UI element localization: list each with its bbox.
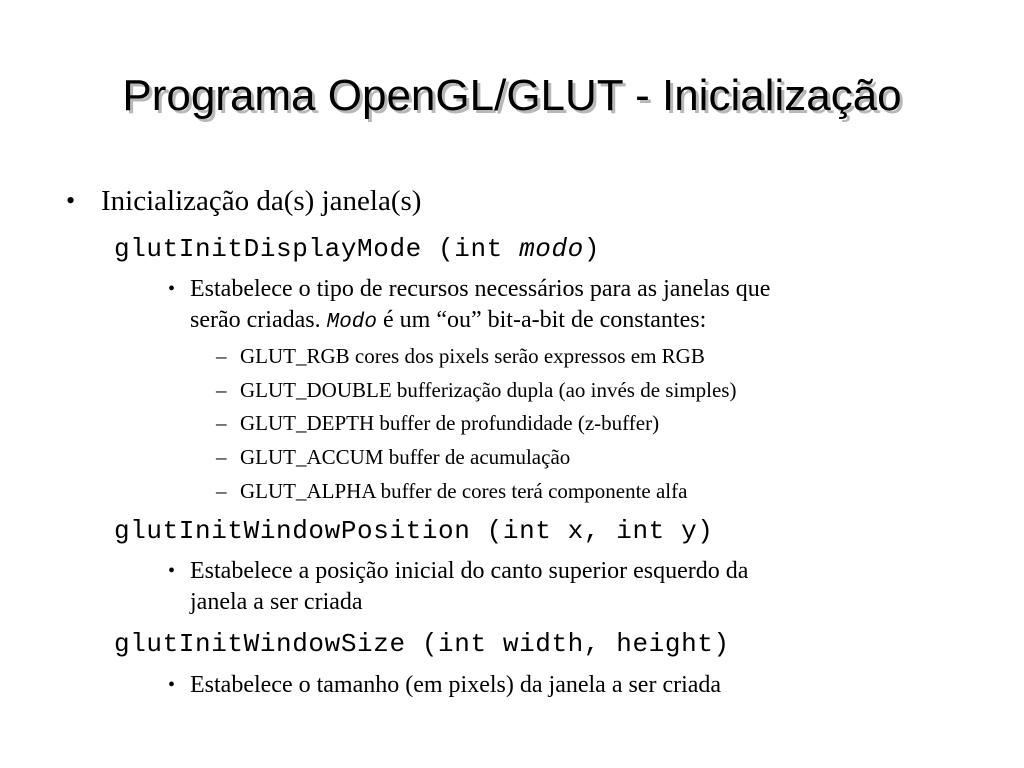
window-size-desc-line1: Estabelece o tamanho (em pixels) da janela a ser criada [190,672,722,698]
display-mode-desc-line2 [190,305,706,338]
bullet-icon: • [168,560,176,582]
bullet-icon: • [168,278,176,300]
constant-item: GLUT_DEPTH buffer de profundidade (z-buffer) [240,411,660,435]
dash-icon: – [216,479,227,503]
constant-item: GLUT_ACCUM buffer de acumulação [240,445,571,469]
constant-item: GLUT_ALPHA buffer de cores terá componente alfa [240,479,688,503]
code-display-mode [114,233,600,265]
slide-title: Programa OpenGL/GLUT - Inicialização [122,71,902,120]
display-mode-desc-line1: Estabelece o tipo de recursos necessários para as janelas que [190,276,771,302]
dash-icon: – [216,411,227,435]
display-mode-desc-text-a: serão criadas. [190,307,327,333]
constant-item: GLUT_RGB cores dos pixels serão expressos em RGB [240,344,705,368]
code-display-mode-suffix: ) [583,234,601,264]
dash-icon: – [216,445,227,469]
code-display-mode-param: modo [519,234,584,264]
dash-icon: – [216,378,227,402]
section-heading: Inicialização da(s) janela(s) [101,185,422,217]
display-mode-desc-text-b: é um “ou” bit-a-bit de constantes: [377,307,707,333]
bullet-icon: • [66,186,76,215]
display-mode-desc-mono: Modo [326,311,378,334]
constant-item: GLUT_DOUBLE bufferização dupla (ao invés de simples) [240,378,737,402]
bullet-icon: • [168,674,176,696]
dash-icon: – [216,344,227,368]
window-position-desc-line2: janela a ser criada [190,589,363,615]
code-window-position: glutInitWindowPosition (int x, int y) [114,516,714,546]
code-window-size: glutInitWindowSize (int width, height) [114,629,730,659]
window-position-desc-line1: Estabelece a posição inicial do canto superior esquerdo da [190,558,749,584]
code-display-mode-prefix: glutInitDisplayMode (int [114,234,520,264]
